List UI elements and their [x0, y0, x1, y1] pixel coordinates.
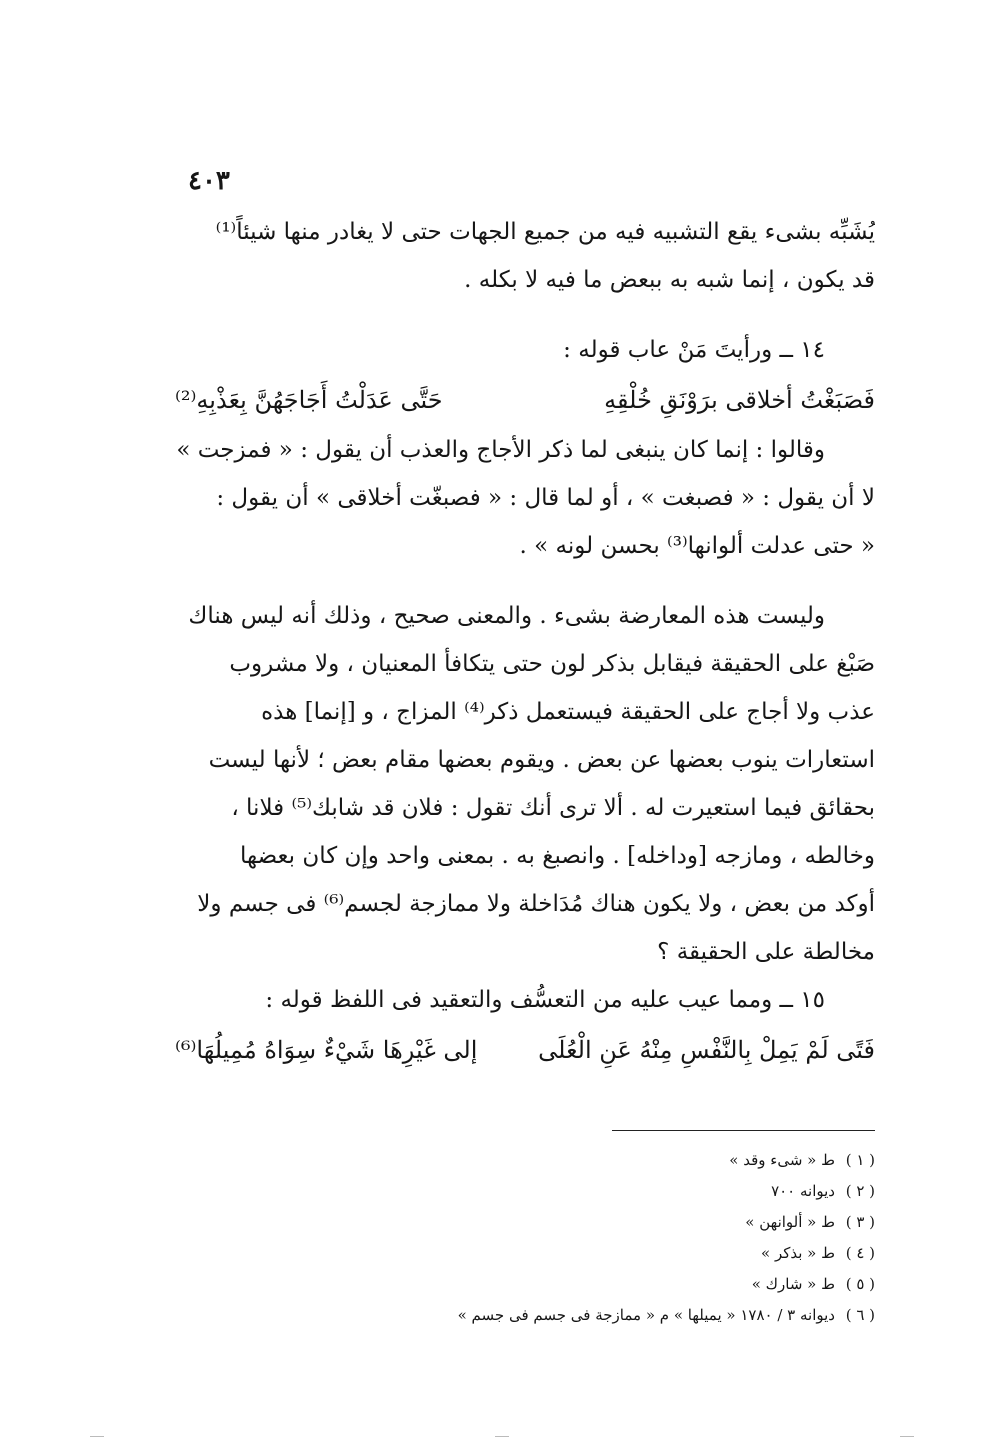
section-15: [175, 976, 875, 1076]
footnote-text: ط « شارك »: [751, 1275, 835, 1293]
text-line: وخالطه ، ومازجه [وداخله] . وانصبغ به . بمعنى واحد وإن كان بعضها: [240, 843, 875, 869]
text-line: قد يكون ، إنما شبه به ببعض ما فيه لا بكله .: [464, 267, 875, 293]
section-14-intro: ١٤ ــ ورأيتَ مَنْ عاب قوله :: [563, 337, 825, 363]
footnote: [375, 1145, 875, 1176]
paragraph-response: [175, 592, 875, 976]
footnote-text: ط « شىء وقد »: [729, 1151, 835, 1169]
footnote-text: ط « بذكر »: [761, 1244, 835, 1262]
footnote-separator: [612, 1130, 875, 1131]
verse-14-second-hemistich: حَتَّى عَدَلْتُ أَجَاجَهُنَّ بِعَذْبِهِ⁽²⁾: [175, 386, 443, 414]
footnotes: [375, 1145, 875, 1331]
section-15-intro: ١٥ ــ ومما عيب عليه من التعسُّف والتعقيد فى اللفظ قوله :: [265, 987, 825, 1013]
verse-14-first-hemistich: فَصَبَغْتُ أخلاقى برَوْنَقِ خُلْقِهِ: [604, 386, 875, 414]
footnote-number: ( ٣ ): [845, 1213, 875, 1231]
footnote: [375, 1176, 875, 1207]
footnote-number: ( ٦ ): [845, 1306, 875, 1324]
footnote: [375, 1300, 875, 1331]
footnote: [375, 1207, 875, 1238]
text-line: بحقائق فيما استعيرت له . ألا ترى أنك تقول : فلان قد شابك⁽⁵⁾ فلانا ،: [231, 795, 875, 821]
verse-14: [175, 374, 875, 426]
text-line: عذب ولا أجاج على الحقيقة فيستعمل ذكر⁽⁴⁾ المزاج ، و [إنما] هذه: [261, 699, 875, 725]
text-line: صَبْغ على الحقيقة فيقابل بذكر لون حتى يتكافأ المعنيان ، ولا مشروب: [229, 651, 875, 677]
verse-15-first-hemistich: فَتًى لَمْ يَمِلْ بِالنَّفْسِ مِنْهُ عَنِ الْعُلَى: [538, 1036, 875, 1064]
text-line: يُشَبِّه بشىء يقع التشبيه فيه من جميع الجهات حتى لا يغادر منها شيئاً⁽¹⁾: [215, 219, 875, 245]
verse-15: [175, 1024, 875, 1076]
scan-edge-marks: [0, 1436, 1005, 1439]
section-14: [175, 326, 875, 570]
text-line: وقالوا : إنما كان ينبغى لما ذكر الأجاج والعذب أن يقول : « فمزجت »: [176, 437, 825, 463]
footnote-text: ط « ألوانهن »: [745, 1213, 835, 1231]
footnote-text: ديوانه ٧٠٠: [771, 1182, 835, 1200]
text-line: مخالطة على الحقيقة ؟: [657, 939, 875, 965]
footnote-text: ديوانه ٣ / ١٧٨٠ « يميلها » م « ممازجة فى جسم فى جسم »: [457, 1306, 835, 1324]
paragraph-continuation: [175, 208, 875, 304]
main-text: [175, 208, 875, 1076]
text-line: وليست هذه المعارضة بشىء . والمعنى صحيح ، وذلك أنه ليس هناك: [188, 603, 825, 629]
footnote: [375, 1269, 875, 1300]
footnote-number: ( ٥ ): [845, 1275, 875, 1293]
text-line: لا أن يقول : « فصبغت » ، أو لما قال : « فصبغّت أخلاقى » أن يقول :: [216, 485, 875, 511]
footnote-number: ( ٤ ): [845, 1244, 875, 1262]
text-line: « حتى عدلت ألوانها⁽³⁾ بحسن لونه » .: [519, 533, 875, 559]
footnote-number: ( ١ ): [845, 1151, 875, 1169]
text-line: استعارات ينوب بعضها عن بعض . ويقوم بعضها مقام بعض ؛ لأنها ليست: [208, 747, 875, 773]
verse-15-second-hemistich: إلى غَيْرِهَا شَيْءٌ سِوَاهُ مُمِيلُهَا⁽⁶⁾: [175, 1036, 478, 1064]
footnote: [375, 1238, 875, 1269]
footnote-number: ( ٢ ): [845, 1182, 875, 1200]
text-line: أوكد من بعض ، ولا يكون هناك مُدَاخلة ولا ممازجة لجسم⁽⁶⁾ فى جسم ولا: [197, 891, 875, 917]
page-number: ٤٠٣: [188, 166, 230, 196]
